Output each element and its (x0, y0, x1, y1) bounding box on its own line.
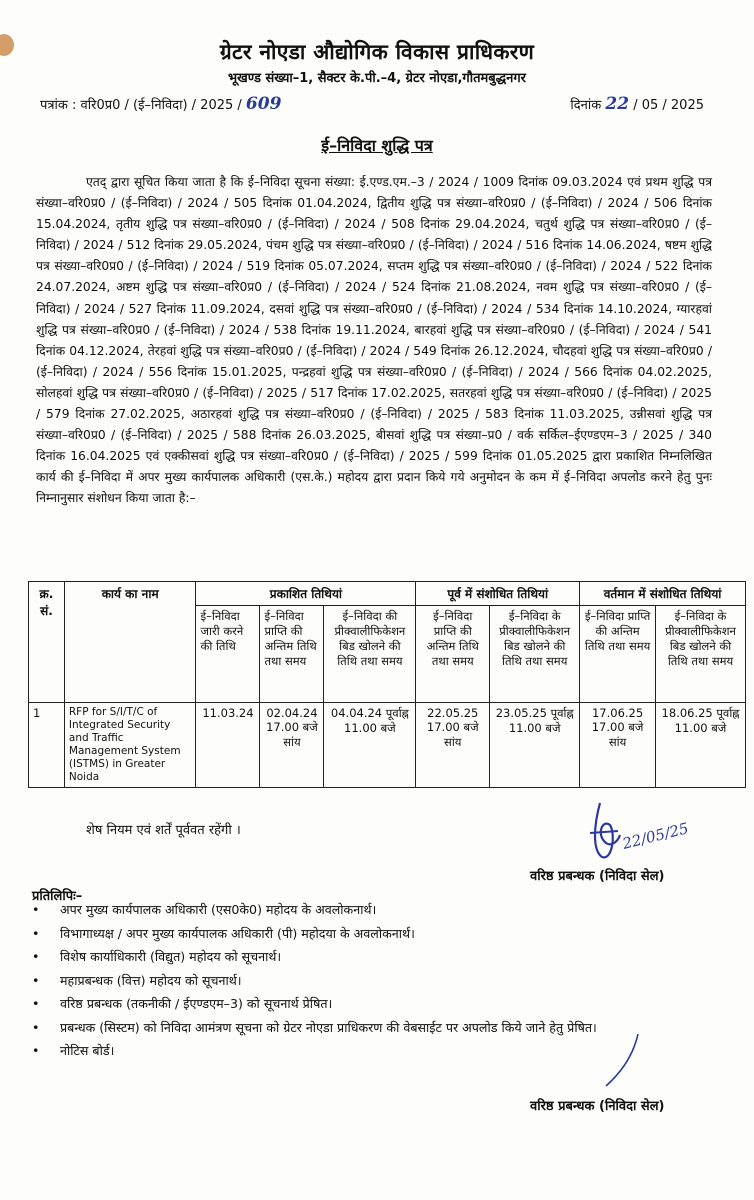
header-current-dates: वर्तमान में संशोधित तिथियां (580, 582, 746, 606)
organization-address: भूखण्ड संख्या–1, सैक्टर के.पी.–4, ग्रेटर नोएडा,गौतमबुद्धनगर (228, 71, 526, 86)
row-pub-prequal: 04.04.24 पूर्वाह्न 11.00 बजे (324, 703, 416, 788)
row-issue-date: 11.03.24 (196, 703, 260, 788)
row-cur-prequal: 18.06.25 पूर्वाह्न 11.00 बजे (656, 703, 746, 788)
body-text: एतद् द्वारा सूचित किया जाता है कि ई–निविदा सूचना संख्या: ई.एण्ड.एम.–3 / 2024 / 1009 दिनांक 09.03.2024 एवं प्रथम शुद्धि पत्र संख्या–वरि0प्र0 / (ई–निविदा) / 2024 / 505 दिनांक 01.04.2024, द्वितीय शुद्धि पत्र संख्या–वरि0प्र0 / (ई–निविदा) / 2024 / 506 दिनांक 15.04.2024, तृतीय शुद्धि पत्र संख्या–वरि0प्र0 / (ई–निविदा) / 2024 / 508 दिनांक 29.04.2024, चतुर्थ शुद्धि पत्र संख्या–वरि0प्र0 / (ई–निविदा) / 2024 / 512 दिनांक 29.05.2024, पंचम शुद्धि पत्र संख्या–वरि0प्र0 / (ई–निविदा) / 2024 / 516 दिनांक 14.06.2024, षष्टम शुद्धि पत्र संख्या–वरि0प्र0 / (ई–निविदा) / 2024 / 519 दिनांक 05.07.2024, सप्तम शुद्धि पत्र संख्या–वरि0प्र0 / (ई–निविदा) / 2024 / 522 दिनांक 24.07.2024, अष्टम शुद्धि पत्र संख्या–वरि0प्र0 / (ई–निविदा) / 2024 / 524 दिनांक 21.08.2024, नवम शुद्धि पत्र संख्या–वरि0प्र0 / (ई–निविदा) / 2024 / 527 दिनांक 11.09.2024, दसवां शुद्धि पत्र संख्या–वरि0प्र0 / (ई–निविदा) / 2024 / 534 दिनांक 14.10.2024, ग्यारहवां शुद्धि पत्र संख्या–वरि0प्र0 / (ई–निविदा) / 2024 / 538 दिनांक 19.11.2024, बारहवां शुद्धि पत्र संख्या–वरि0प्र0 / (ई–निविदा) / 2024 / 541 दिनांक 04.12.2024, तेरहवां शुद्धि पत्र संख्या–वरि0प्र0 / (ई–निविदा) / 2024 / 549 दिनांक 26.12.2024, चौदहवां शुद्धि पत्र संख्या–वरि0प्र0 / (ई–निविदा) / 2024 / 556 दिनांक 15.01.2025, पन्द्रहवां शुद्धि पत्र संख्या–वरि0प्र0 / (ई–निविदा) / 2024 / 566 दिनांक 04.02.2025, सोलहवां शुद्धि पत्र संख्या–वरि0प्र0 / (ई–निविदा) / 2025 / 517 दिनांक 17.02.2025, सतरहवां शुद्धि पत्र संख्या–वरि0प्र0 / (ई–निविदा) / 2025 / 579 दिनांक 27.02.2025, अठारहवां शुद्धि पत्र संख्या–वरि0प्र0 / (ई–निविदा) / 2025 / 583 दिनांक 11.03.2025, उन्नीसवां शुद्धि पत्र संख्या–वरि0प्र0 / (ई–निविदा) / 2025 / 588 दिनांक 26.03.2025, बीसवां शुद्धि पत्र संख्या–प्र0 / वर्क सर्किल–ईएण्डएम–3 / 2025 / 340 दिनांक 16.04.2025 एवं एक्कीसवां शुद्धि पत्र संख्या–वरि0प्र0 / (ई–निविदा) / 2025 / 599 दिनांक 01.05.2025 द्वारा प्रकाशित निम्नलिखित कार्य की ई–निविदा में अपर मुख्य कार्यपालक अधिकारी (एस.के.) महोदय द्वारा प्रदान किये गये अनुमोदन के कम में ई–निविदा अपलोड करने हेतु पुनः निम्नानुसार संशोधन किया जाता है:– (36, 175, 712, 506)
date-label: दिनांक (570, 98, 602, 113)
row-pub-receipt: 02.04.24 17.00 बजे सांय (260, 703, 324, 788)
list-item: • विभागाध्यक्ष / अपर मुख्य कार्यपालक अधिकारी (पी) महोदया के अवलोकनार्थ। (60, 922, 750, 946)
body-paragraph (36, 172, 712, 510)
subheader-receipt: ई–निविदा प्राप्ति की अन्तिम तिथि तथा समय (260, 606, 324, 703)
subheader-prev-receipt: ई–निविदा प्राप्ति की अन्तिम तिथि तथा समय (416, 606, 490, 703)
list-item: • विशेष कार्याधिकारी (विद्युत) महोदय को सूचनार्थ। (60, 945, 750, 969)
header-previous-dates: पूर्व में संशोधित तिथियां (416, 582, 580, 606)
list-item: • प्रबन्धक (सिस्टम) को निविदा आमंत्रण सूचना को ग्रेटर नोएडा प्राधिकरण की वेबसाईट पर अपलोड किये जाने हेतु प्रेषित। (60, 1016, 750, 1040)
terms-note: शेष नियम एवं शर्तें पूर्ववत रहेंगी । (86, 823, 241, 838)
subheader-cur-receipt: ई–निविदा प्राप्ति की अन्तिम तिथि तथा समय (580, 606, 656, 703)
date-day: 22 (605, 94, 630, 114)
header-work-name: कार्य का नाम (64, 582, 196, 703)
signatory-title-bottom: वरिष्ठ प्रबन्धक (निविदा सेल) (530, 1099, 665, 1114)
table-header-row (29, 582, 746, 606)
list-item: • महाप्रबन्धक (वित्त) महोदय को सूचनार्थ। (60, 969, 750, 993)
pen-stroke (598, 1030, 648, 1090)
date-rest: / 05 / 2025 (633, 98, 704, 113)
header-published-dates: प्रकाशित तिथियां (196, 582, 416, 606)
signature-date: 22/05/25 (620, 819, 691, 853)
subheader-issue-date: ई–निविदा जारी करने की तिथि (196, 606, 260, 703)
subheader-cur-prequal: ई–निविदा के प्रीक्वालीफिकेशन बिड खोलने की तिथि तथा समय (656, 606, 746, 703)
subheader-prev-prequal: ई–निविदा के प्रीक्वालीफिकेशन बिड खोलने की तिथि तथा समय (490, 606, 580, 703)
row-prev-receipt: 22.05.25 17.00 बजे सांय (416, 703, 490, 788)
reference-label: पत्रांक : वरि0प्र0 / (ई–निविदा) / 2025 / (40, 98, 242, 113)
copy-heading: प्रतिलिपिः– (32, 889, 83, 904)
row-serial: 1 (29, 703, 65, 788)
organization-name: ग्रेटर नोएडा औद्योगिक विकास प्राधिकरण (219, 40, 535, 64)
list-item: • अपर मुख्य कार्यपालक अधिकारी (एस0के0) महोदय के अवलोकनार्थ। (60, 898, 750, 922)
row-cur-receipt: 17.06.25 17.00 बजे सांय (580, 703, 656, 788)
signature-mark (572, 795, 722, 875)
signatory-title: वरिष्ठ प्रबन्धक (निविदा सेल) (530, 869, 665, 884)
table-row (29, 703, 746, 788)
reference-number: 609 (245, 94, 282, 114)
dates-table (28, 581, 746, 788)
row-work-name: RFP for S/I/T/C of Integrated Security and Traffic Management System (ISTMS) in Greater Noida (64, 703, 196, 788)
row-prev-prequal: 23.05.25 पूर्वाह्न 11.00 बजे (490, 703, 580, 788)
header-serial: क्र. सं. (29, 582, 65, 703)
list-item: • नोटिस बोर्ड। (60, 1039, 750, 1063)
date-line (570, 94, 704, 114)
reference-line (40, 94, 281, 114)
subheader-prequal: ई–निविदा की प्रीक्वालीफिकेशन बिड खोलने की तिथि तथा समय (324, 606, 416, 703)
document-title: ई–निविदा शुद्धि पत्र (321, 136, 433, 155)
list-item: • वरिष्ठ प्रबन्धक (तकनीकी / ईएण्डएम–3) को सूचनार्थ प्रेषित। (60, 992, 750, 1016)
